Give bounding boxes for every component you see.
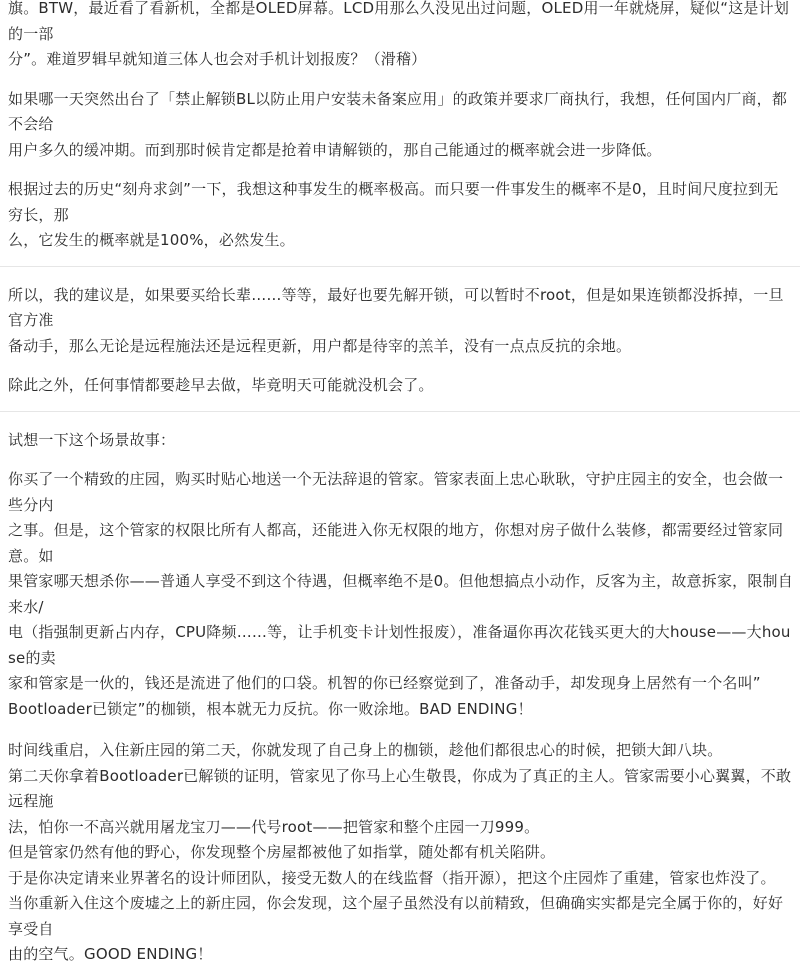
section-divider — [0, 411, 800, 412]
paragraph-probability: 根据过去的历史“刻舟求剑”一下，我想这种事发生的概率极高。而只要一件事发生的概率不是0，且时间尺度拉到无穷长，那 么，它发生的概率就是100%，必然发生。 — [8, 180, 779, 249]
paragraph-oled-screens: 旗。BTW，最近看了看新机，全都是OLED屏幕。LCD用那么久没见出过问题，OLED用一年就烧屏，疑似“这是计划的一部 分”。难道罗辑早就知道三体人也会对手机计划报废？（滑稽） — [8, 0, 790, 68]
section-divider — [0, 266, 800, 267]
paragraph-bl-unlock-policy: 如果哪一天突然出台了「禁止解锁BL以防止用户安装未备案应用」的政策并要求厂商执行，我想，任何国内厂商，都不会给 用户多久的缓冲期。而到那时候肯定都是抢着申请解锁的，那自己能通过的概率就会进一步降低。 — [8, 89, 788, 159]
paragraph-bad-ending-story: 你买了一个精致的庄园，购买时贴心地送一个无法辞退的管家。管家表面上忠心耿耿，守护庄园主的安全，也会做一些分内 之事。但是，这个管家的权限比所有人都高，还能进入你无权限的地方，你想对房子做什么装修，都需要经过管家同意。如 果管家哪天想杀你——普通人享受不到这个待遇，但概率绝不是0。但他想搞点小动作，反客为主，故意拆家，限制自来水/ 电（指强制更新占内存，CPU降频……等，让手机变卡计划性报废），准备逼你再次花钱买更大的大house——大house的卖 家和管家是一伙的，钱还是流进了他们的口袋。机智的你已经察觉到了，准备动手，却发现身上居然有一个名叫” Bootloader已锁定”的枷锁，根本就无力反抗。你一败涂地。BAD ENDING！ — [8, 470, 793, 718]
paragraph-do-it-early: 除此之外，任何事情都要趁早去做，毕竟明天可能就没机会了。 — [8, 376, 434, 394]
paragraph-scenario-intro: 试想一下这个场景故事： — [8, 430, 176, 449]
paragraph-suggestion: 所以，我的建议是，如果要买给长辈……等等，最好也要先解开锁，可以暂时不root，但是如果连锁都没拆掉，一旦官方准 备动手，那么无论是远程施法还是远程更新，用户都是待宰的羔羊，没有一点点反抗的余地。 — [8, 285, 784, 355]
paragraph-good-ending-story: 时间线重启，入住新庄园的第二天，你就发现了自己身上的枷锁，趁他们都很忠心的时候，把锁大卸八块。 第二天你拿着Bootloader已解锁的证明，管家见了你马上心生敬畏，你成为了真正的主人。管家需要小心翼翼，不敢远程施 法，怕你一不高兴就用屠龙宝刀——代号root——把管家和整个庄园一刀999。 但是管家仍然有他的野心，你发现整个房屋都被他了如指掌，随处都有机关陷阱。 于是你决定请来业界著名的设计师团队，接受无数人的在线监督（指开源），把这个庄园炸了重建，管家也炸没了。 当你重新入住这个废墟之上的新庄园，你会发现，这个屋子虽然没有以前精致，但确确实实都是完全属于你的，好好享受自 由的空气。GOOD ENDING！ — [8, 741, 792, 963]
